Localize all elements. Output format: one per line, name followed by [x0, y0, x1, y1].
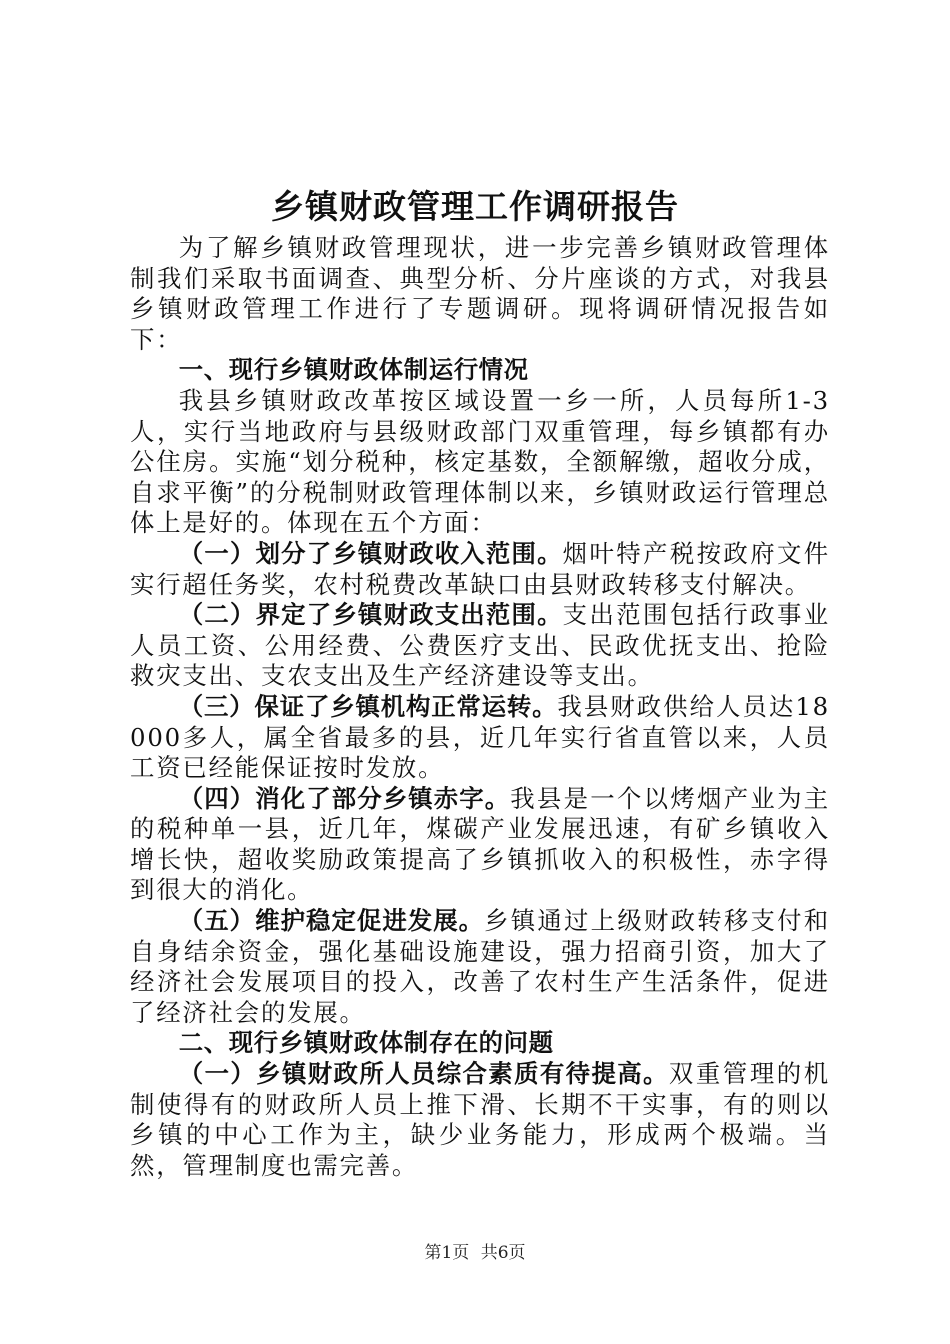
item-text: 双重管理的机制使得有的财政所人员上推下滑、长期不干实事，有的则以乡镇的中心工作为主，缺少业务能力，形成两个极端。当然，管理制度也需完善。: [130, 1059, 830, 1180]
page-total: 共6页: [480, 1243, 526, 1263]
section-1-item-1: [130, 539, 830, 600]
page-number: 第1页: [424, 1243, 470, 1263]
section-1-heading: 一、现行乡镇财政体制运行情况: [178, 355, 529, 385]
item-text: 乡镇通过上级财政转移支付和自身结余资金，强化基础设施建设，强力招商引资，加大了经济社会发展项目的投入，改善了农村生产生活条件，促进了经济社会的发展。: [130, 906, 831, 1027]
item-text: 烟叶特产税按政府文件实行超任务奖，农村税费改革缺口由县财政转移支付解决。: [130, 538, 830, 599]
item-text: 我县是一个以烤烟产业为主的税种单一县，近几年，煤碳产业发展迅速，有矿乡镇收入增长快，超收奖励政策提高了乡镇抓收入的积极性，赤字得到很大的消化。: [130, 783, 830, 905]
section-1-item-2: [130, 600, 830, 692]
section-2-heading: 二、现行乡镇财政体制存在的问题: [178, 1028, 554, 1058]
page-footer: [0, 1242, 950, 1264]
item-lead: （三）保证了乡镇机构正常运转。: [178, 691, 558, 721]
section-1-body: 我县乡镇财政改革按区域设置一乡一所，人员每所1-3人，实行当地政府与县级财政部门双重管理，每乡镇都有办公住房。实施“划分税种，核定基数，全额解缴，超收分成，自求平衡”的分税制财政管理体制以来，乡镇财政运行管理总体上是好的。体现在五个方面：: [130, 385, 830, 538]
section-1-item-3: [130, 692, 830, 784]
item-lead: （二）界定了乡镇财政支出范围。: [178, 600, 563, 630]
section-1-item-4: [130, 784, 830, 906]
intro-paragraph: 为了解乡镇财政管理现状，进一步完善乡镇财政管理体制我们采取书面调查、典型分析、分片座谈的方式，对我县乡镇财政管理工作进行了专题调研。现将调研情况报告如下：: [130, 233, 830, 354]
item-lead: （一）乡镇财政所人员综合素质有待提高。: [178, 1059, 669, 1089]
section-1-item-5: [130, 906, 830, 1028]
item-text: 我县财政供给人员达18000多人，属全省最多的县，近几年实行省直管以来，人员工资已经能保证按时发放。: [130, 691, 830, 783]
item-lead: （四）消化了部分乡镇赤字。: [178, 783, 511, 813]
document-title: 乡镇财政管理工作调研报告: [271, 187, 679, 226]
item-lead: （五）维护稳定促进发展。: [178, 906, 485, 936]
section-2-item-1: [130, 1059, 830, 1181]
item-text: 支出范围包括行政事业人员工资、公用经费、公费医疗支出、民政优抚支出、抢险救灾支出、支农支出及生产经济建设等支出。: [130, 600, 830, 691]
item-lead: （一）划分了乡镇财政收入范围。: [178, 538, 563, 568]
document-body: [130, 233, 830, 1181]
